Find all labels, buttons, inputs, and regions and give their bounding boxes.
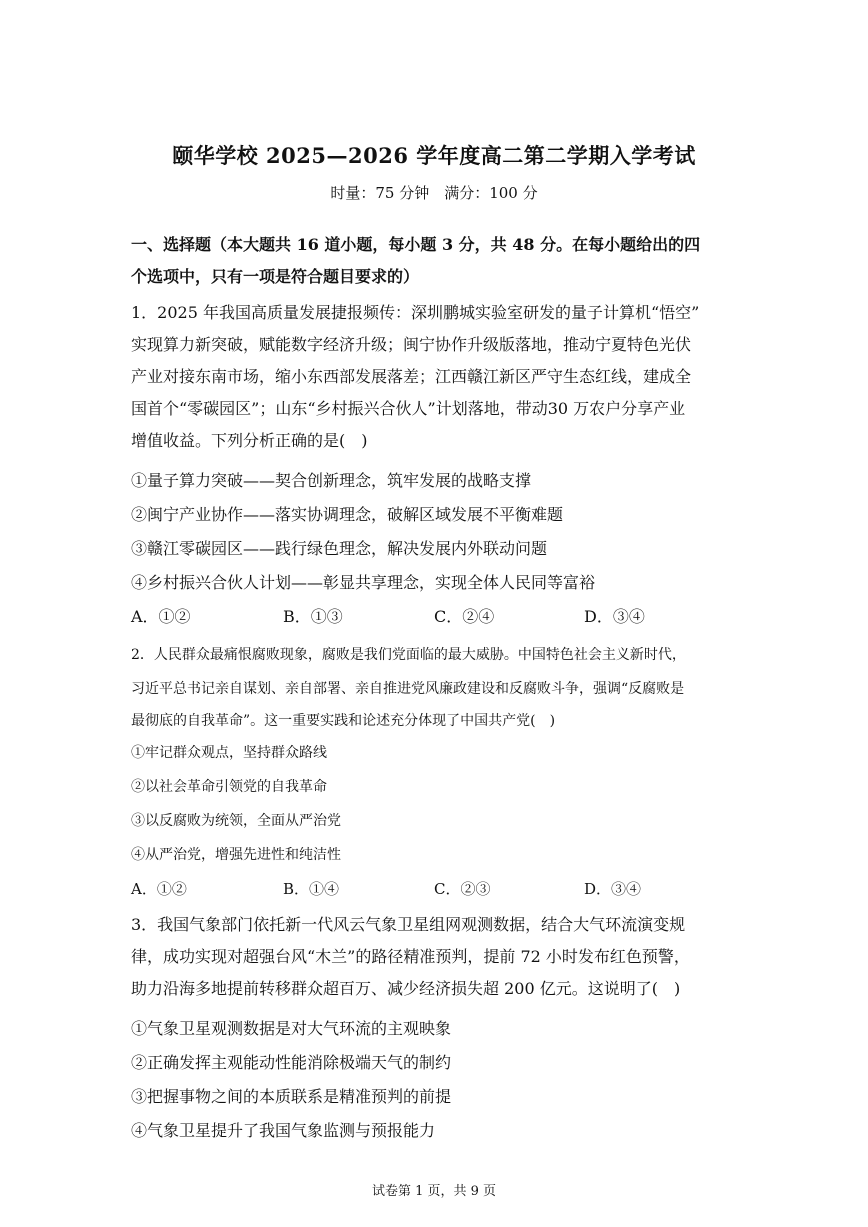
q1-stem-line: 产业对接东南市场，缩小东西部发展落差；江西赣江新区严守生态红线，建成全	[131, 367, 692, 386]
exam-subtitle: 时量：75 分钟 满分：100 分	[330, 184, 538, 202]
q3-statement: ①气象卫星观测数据是对大气环流的主观映象	[131, 1019, 452, 1038]
q2-stem-line: 2．人民群众最痛恨腐败现象，腐败是我们党面临的最大威胁。中国特色社会主义新时代，	[131, 647, 686, 663]
q1-statement: ①量子算力突破——契合创新理念，筑牢发展的战略支撑	[131, 471, 532, 490]
q2-option-b: B．①④	[283, 880, 340, 898]
section-heading-line2: 个选项中，只有一项是符合题目要求的）	[131, 267, 420, 286]
q2-option-a: A．①②	[131, 880, 187, 898]
q1-statement: ②闽宁产业协作——落实协调理念，破解区域发展不平衡难题	[131, 505, 564, 524]
q2-statement: ①牢记群众观点，坚持群众路线	[131, 745, 327, 761]
q2-statement: ④从严治党，增强先进性和纯洁性	[131, 847, 341, 863]
q2-statement: ③以反腐败为统领，全面从严治党	[131, 813, 341, 829]
q2-stem-line: 习近平总书记亲自谋划、亲自部署、亲自推进党风廉政建设和反腐败斗争，强调“反腐败是	[131, 681, 685, 697]
q2-option-c: C．②③	[434, 880, 491, 898]
q1-stem-line: 1．2025 年我国高质量发展捷报频传：深圳鹏城实验室研发的量子计算机“悟空”	[131, 303, 700, 322]
section-heading-line1: 一、选择题（本大题共 16 道小题，每小题 3 分，共 48 分。在每小题给出的四	[131, 235, 701, 254]
q1-statement: ③赣江零碳园区——践行绿色理念，解决发展内外联动问题	[131, 539, 548, 558]
q1-stem-line: 实现算力新突破，赋能数字经济升级；闽宁协作升级版落地，推动宁夏特色光伏	[131, 335, 692, 354]
q2-statement: ②以社会革命引领党的自我革命	[131, 779, 327, 795]
q3-statement: ②正确发挥主观能动性能消除极端天气的制约	[131, 1053, 452, 1072]
q1-statement: ④乡村振兴合伙人计划——彰显共享理念，实现全体人民同等富裕	[131, 573, 596, 592]
q2-stem-line: 最彻底的自我革命”。这一重要实践和论述充分体现了中国共产党( )	[131, 713, 556, 729]
q1-option-b: B．①③	[283, 607, 343, 626]
q1-option-c: C．②④	[434, 607, 495, 626]
q3-stem-line: 律，成功实现对超强台风“木兰”的路径精准预判，提前 72 小时发布红色预警，	[131, 947, 690, 966]
exam-title: 颐华学校 2025—2026 学年度高二第二学期入学考试	[172, 143, 696, 168]
q1-option-a: A．①②	[131, 607, 191, 626]
q1-stem-line: 国首个“零碳园区”；山东“乡村振兴合伙人”计划落地，带动30 万农户分享产业	[131, 399, 686, 418]
q1-option-d: D．③④	[584, 607, 645, 626]
q3-stem-line: 助力沿海多地提前转移群众超百万、减少经济损失超 200 亿元。这说明了( )	[131, 979, 681, 998]
page-footer: 试卷第 1 页，共 9 页	[371, 1184, 497, 1199]
q3-statement: ③把握事物之间的本质联系是精准预判的前提	[131, 1087, 452, 1106]
q3-statement: ④气象卫星提升了我国气象监测与预报能力	[131, 1121, 436, 1140]
q2-option-d: D．③④	[584, 880, 642, 898]
q1-stem-line: 增值收益。下列分析正确的是( )	[131, 431, 368, 450]
q3-stem-line: 3．我国气象部门依托新一代风云气象卫星组网观测数据，结合大气环流演变规	[131, 915, 686, 934]
